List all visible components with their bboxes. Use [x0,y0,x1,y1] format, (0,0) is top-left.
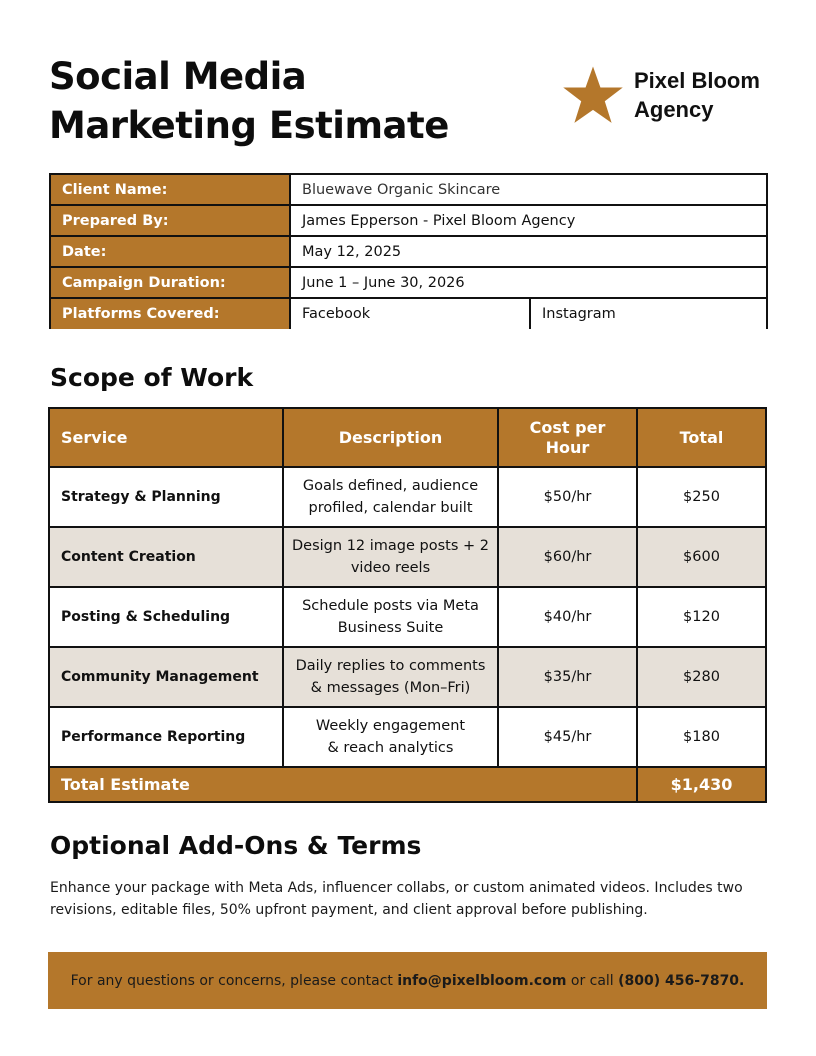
contact-phone[interactable]: (800) 456-7870. [618,972,745,989]
agency-logo [562,64,760,126]
star-icon [562,64,624,126]
platform-facebook: Facebook [290,298,530,329]
header-total: Total [637,408,766,467]
service-description: Weekly engagement & reach analytics [283,707,498,767]
platform-instagram: Instagram [530,298,767,329]
table-row [49,587,766,647]
client-value: Bluewave Organic Skincare [290,174,767,205]
service-name: Content Creation [49,527,283,587]
client-info-table [49,173,768,329]
header-service: Service [49,408,283,467]
service-total: $250 [637,467,766,527]
total-row [49,767,766,802]
info-row-prepared [50,205,767,236]
service-total: $280 [637,647,766,707]
header-cost: Cost per Hour [498,408,637,467]
info-row-client [50,174,767,205]
service-description: Goals defined, audience profiled, calendar built [283,467,498,527]
title-line-2: Marketing Estimate [49,104,449,147]
service-cost: $50/hr [498,467,637,527]
platforms-label: Platforms Covered: [50,298,290,329]
duration-label: Campaign Duration: [50,267,290,298]
addons-section-title: Optional Add-Ons & Terms [50,831,422,860]
service-total: $120 [637,587,766,647]
service-cost: $60/hr [498,527,637,587]
info-row-platforms [50,298,767,329]
service-description: Design 12 image posts + 2 video reels [283,527,498,587]
service-name: Posting & Scheduling [49,587,283,647]
info-row-duration [50,267,767,298]
duration-value: June 1 – June 30, 2026 [290,267,767,298]
info-row-date [50,236,767,267]
scope-header-row [49,408,766,467]
addons-description: Enhance your package with Meta Ads, influencer collabs, or custom animated videos. Includes two revisions, editable files, 50% upfront payment, and client approval before publishing. [50,880,743,918]
total-value: $1,430 [637,767,766,802]
service-total: $600 [637,527,766,587]
service-name: Strategy & Planning [49,467,283,527]
service-cost: $40/hr [498,587,637,647]
client-label: Client Name: [50,174,290,205]
table-row [49,707,766,767]
service-cost: $35/hr [498,647,637,707]
contact-email-link[interactable]: info@pixelbloom.com [397,972,567,989]
footer-prefix: For any questions or concerns, please contact [70,972,398,989]
table-row [49,647,766,707]
service-cost: $45/hr [498,707,637,767]
service-description: Schedule posts via Meta Business Suite [283,587,498,647]
date-label: Date: [50,236,290,267]
logo-name-line-2: Agency [634,97,714,122]
service-description: Daily replies to comments & messages (Mon–Fri) [283,647,498,707]
scope-table [48,407,767,803]
scope-section-title: Scope of Work [50,363,254,392]
total-label: Total Estimate [49,767,637,802]
service-total: $180 [637,707,766,767]
prepared-value: James Epperson - Pixel Bloom Agency [290,205,767,236]
table-row [49,467,766,527]
table-row [49,527,766,587]
title-line-1: Social Media [49,55,307,98]
contact-footer [48,952,767,1009]
date-value: May 12, 2025 [290,236,767,267]
logo-name-line-1: Pixel Bloom [634,68,760,93]
page-title [49,52,449,150]
header-description: Description [283,408,498,467]
footer-middle: or call [566,972,619,989]
prepared-label: Prepared By: [50,205,290,236]
service-name: Community Management [49,647,283,707]
service-name: Performance Reporting [49,707,283,767]
